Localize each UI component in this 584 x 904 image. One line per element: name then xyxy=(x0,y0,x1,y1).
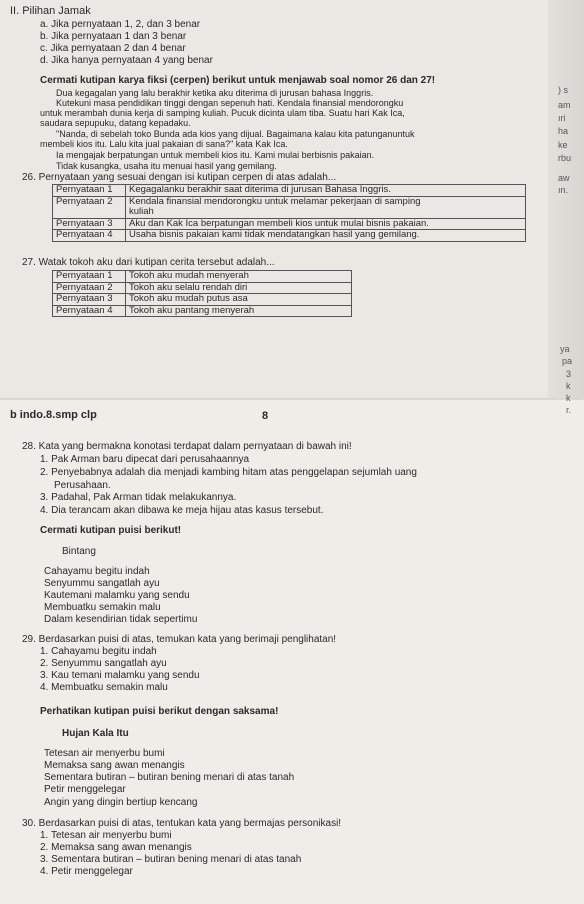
table-cell: Tokoh aku mudah menyerah xyxy=(126,271,352,283)
margin-fragment: am xyxy=(558,100,571,110)
puisi1-line: Senyummu sangatlah ayu xyxy=(44,578,160,589)
q28-item: 1. Pak Arman baru dipecat dari perusahaannya xyxy=(40,454,250,465)
q28-item: 2. Penyebabnya adalah dia menjadi kambing hitam atas penggelapan sejumlah uang xyxy=(40,467,417,478)
q27-table xyxy=(52,270,352,317)
table-row xyxy=(53,196,526,207)
margin-fragment: ıri xyxy=(558,113,566,123)
table-cell: Kendala finansial mendorongku untuk melamar pekerjaan di samping xyxy=(126,196,526,207)
table-cell: Tokoh aku selalu rendah diri xyxy=(126,282,352,294)
puisi1-line: Dalam kesendirian tidak sepertimu xyxy=(44,614,198,625)
table-row xyxy=(53,305,352,317)
table-cell: Kegagalanku berakhir saat diterima di jurusan Bahasa Inggris. xyxy=(126,185,526,197)
margin-fragment: ) s xyxy=(558,85,568,95)
q28-item: 4. Dia terancam akan dibawa ke meja hijau atas kasus tersebut. xyxy=(40,505,324,516)
table-cell: Usaha bisnis pakaian kami tidak mendatangkan hasil yang gemilang. xyxy=(126,230,526,242)
table-cell: Pernyataan 4 xyxy=(53,305,126,317)
option-a: a. Jika pernyataan 1, 2, dan 3 benar xyxy=(40,19,201,30)
q30-item: 2. Memaksa sang awan menangis xyxy=(40,842,192,853)
margin-fragment: rbu xyxy=(558,153,572,163)
table-row xyxy=(53,230,526,242)
cerpen-line: Ia mengajak berpatungan untuk membeli kios itu. Kami mulai berbisnis pakaian. xyxy=(56,150,375,160)
q29-item: 4. Membuatku semakin malu xyxy=(40,682,168,693)
table-cell: Tokoh aku pantang menyerah xyxy=(126,305,352,317)
puisi2-line: Sementara butiran – butiran bening menari di atas tanah xyxy=(44,772,295,783)
q29-item: 3. Kau temani malamku yang sendu xyxy=(40,670,200,681)
puisi2-line: Petir menggelegar xyxy=(44,784,126,795)
table-cell: Pernyataan 2 xyxy=(53,196,126,207)
option-c: c. Jika pernyataan 2 dan 4 benar xyxy=(40,43,186,54)
cerpen-line: Tidak kusangka, usaha itu menuai hasil yang gemilang. xyxy=(56,161,277,171)
table-cell: Pernyataan 2 xyxy=(53,282,126,294)
cerpen-line: Dua kegagalan yang lalu berakhir ketika aku diterima di jurusan bahasa Inggris. xyxy=(56,88,374,98)
q30-item: 4. Petir menggelegar xyxy=(40,866,133,877)
option-b: b. Jika pernyataan 1 dan 3 benar xyxy=(40,31,187,42)
q30-item: 1. Tetesan air menyerbu bumi xyxy=(40,830,172,841)
puisi2-line: Memaksa sang awan menangis xyxy=(44,760,185,771)
cerpen-intro: Cermati kutipan karya fiksi (cerpen) berikut untuk menjawab soal nomor 26 dan 27! xyxy=(40,75,436,86)
table-cell: Pernyataan 3 xyxy=(53,218,126,230)
cerpen-line: "Nanda, di sebelah toko Bunda ada kios yang dijual. Bagaimana kalau kita patunganuntuk xyxy=(56,129,415,139)
footer-label: b indo.8.smp clp xyxy=(10,409,97,421)
q29-item: 1. Cahayamu begitu indah xyxy=(40,646,157,657)
q28-item: Perusahaan. xyxy=(54,480,111,491)
table-row xyxy=(53,271,352,283)
table-row xyxy=(53,282,352,294)
puisi1-line: Cahayamu begitu indah xyxy=(44,566,150,577)
cerpen-line: untuk merambah dunia kerja di samping kuliah. Pucuk dicinta ulam tiba. Suatu hari Kak Ica, xyxy=(40,108,405,118)
puisi1-line: Kautemani malamku yang sendu xyxy=(44,590,190,601)
puisi2-line: Angin yang dingin bertiup kencang xyxy=(44,797,198,808)
q27-prompt: 27. Watak tokoh aku dari kutipan cerita tersebut adalah... xyxy=(22,257,275,268)
puisi2-line: Tetesan air menyerbu bumi xyxy=(44,748,165,759)
table-row xyxy=(53,207,526,218)
table-cell xyxy=(53,207,126,218)
margin-fragment: 3 xyxy=(566,369,572,379)
cerpen-line: Kutekuni masa pendidikan tinggi dengan sepenuh hati. Kendala finansial mendorongku xyxy=(56,98,404,108)
puisi1-title: Bintang xyxy=(62,546,96,557)
q29-prompt: 29. Berdasarkan puisi di atas, temukan kata yang berimaji penglihatan! xyxy=(22,634,337,645)
q29-item: 2. Senyummu sangatlah ayu xyxy=(40,658,167,669)
page-number: 8 xyxy=(262,410,269,422)
table-row xyxy=(53,185,526,197)
table-row xyxy=(53,294,352,306)
cerpen-line: saudara sepupuku, datang kepadaku. xyxy=(40,118,191,128)
section-title: II. Pilihan Jamak xyxy=(10,5,91,17)
puisi1-line: Membuatku semakin malu xyxy=(44,602,161,613)
margin-fragment: pa xyxy=(562,356,573,366)
q30-item: 3. Sementara butiran – butiran bening menari di atas tanah xyxy=(40,854,302,865)
puisi2-intro: Perhatikan kutipan puisi berikut dengan saksama! xyxy=(40,706,279,717)
table-cell: Tokoh aku mudah putus asa xyxy=(126,294,352,306)
table-cell: kuliah xyxy=(126,207,526,218)
margin-fragment: ın. xyxy=(558,185,569,195)
margin-fragment: k xyxy=(566,381,571,391)
margin-fragment: k xyxy=(566,393,571,403)
margin-fragment: r. xyxy=(566,405,572,415)
q28-prompt: 28. Kata yang bermakna konotasi terdapat dalam pernyataan di bawah ini! xyxy=(22,441,352,452)
table-cell: Pernyataan 1 xyxy=(53,271,126,283)
margin-fragment: ha xyxy=(558,126,569,136)
q26-prompt: 26. Pernyataan yang sesuai dengan isi kutipan cerpen di atas adalah... xyxy=(22,172,337,183)
table-cell: Pernyataan 4 xyxy=(53,230,126,242)
option-d: d. Jika hanya pernyataan 4 yang benar xyxy=(40,55,213,66)
table-cell: Aku dan Kak Ica berpatungan membeli kios untuk mulai bisnis pakaian. xyxy=(126,218,526,230)
puisi2-title: Hujan Kala Itu xyxy=(62,728,129,739)
q26-table xyxy=(52,184,526,242)
q28-item: 3. Padahal, Pak Arman tidak melakukannya. xyxy=(40,492,237,503)
margin-fragment: aw xyxy=(558,173,570,183)
q30-prompt: 30. Berdasarkan puisi di atas, tentukan kata yang bermajas personikasi! xyxy=(22,818,342,829)
table-cell: Pernyataan 1 xyxy=(53,185,126,197)
margin-fragment: ya xyxy=(560,344,570,354)
table-row xyxy=(53,218,526,230)
page-edge-shadow xyxy=(548,0,584,400)
puisi1-intro: Cermati kutipan puisi berikut! xyxy=(40,525,182,536)
cerpen-line: membeli kios itu. Lalu kita jual pakaian di sana?" kata Kak Ica. xyxy=(40,139,288,149)
table-cell: Pernyataan 3 xyxy=(53,294,126,306)
margin-fragment: ke xyxy=(558,140,568,150)
